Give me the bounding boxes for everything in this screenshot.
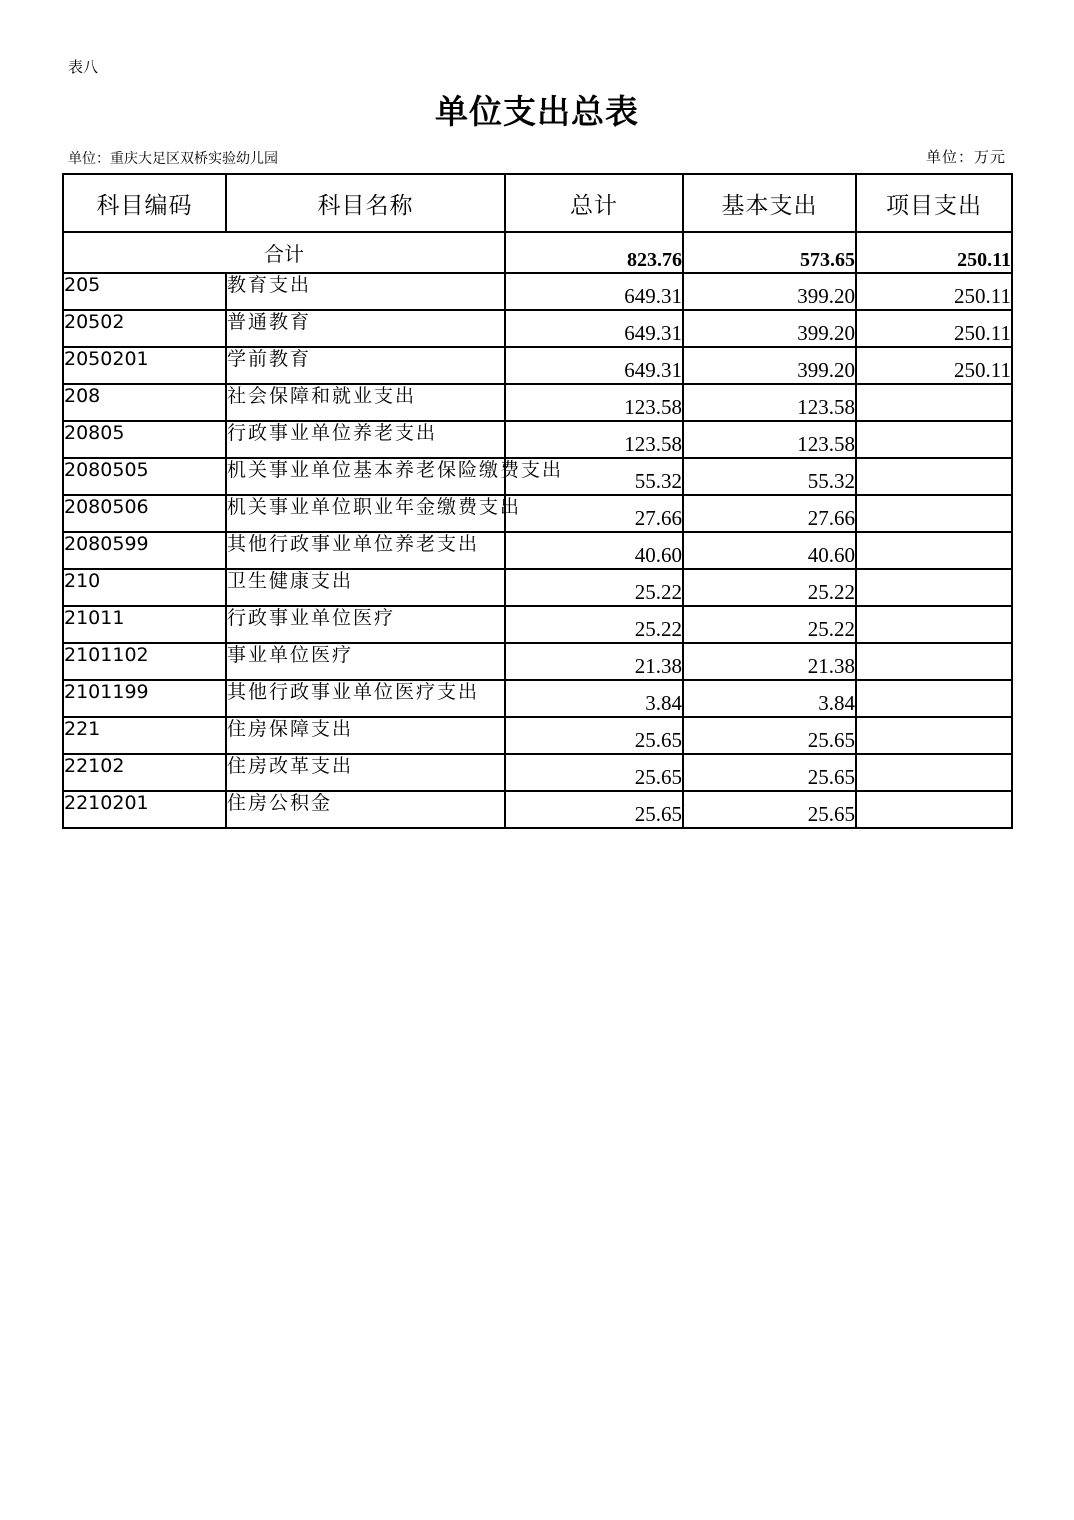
row-name-text: 机关事业单位职业年金缴费支出 <box>227 496 522 518</box>
row-code: 2080505 <box>63 458 226 495</box>
table-row <box>63 495 1012 532</box>
row-name-text: 机关事业单位基本养老保险缴费支出 <box>227 459 564 481</box>
row-code: 2210201 <box>63 791 226 828</box>
row-total: 649.31 <box>505 310 683 347</box>
row-basic: 399.20 <box>683 310 856 347</box>
row-project <box>856 606 1012 643</box>
row-project <box>856 569 1012 606</box>
row-total: 3.84 <box>505 680 683 717</box>
row-code: 221 <box>63 717 226 754</box>
row-basic: 25.65 <box>683 717 856 754</box>
unit-currency: 单位：万元 <box>925 148 1006 166</box>
row-total: 21.38 <box>505 643 683 680</box>
row-basic: 21.38 <box>683 643 856 680</box>
row-name <box>226 273 505 310</box>
row-basic: 25.65 <box>683 791 856 828</box>
row-code: 22102 <box>63 754 226 791</box>
total-basic: 573.65 <box>683 232 856 273</box>
row-name <box>226 569 505 606</box>
row-basic: 25.65 <box>683 754 856 791</box>
row-total: 55.32 <box>505 458 683 495</box>
total-project: 250.11 <box>856 232 1012 273</box>
table-row <box>63 569 1012 606</box>
table-row <box>63 421 1012 458</box>
row-basic: 399.20 <box>683 347 856 384</box>
row-total: 25.65 <box>505 791 683 828</box>
row-name-text: 教育支出 <box>227 274 312 296</box>
row-code: 2080599 <box>63 532 226 569</box>
row-basic: 25.22 <box>683 569 856 606</box>
row-name <box>226 680 505 717</box>
row-project <box>856 495 1012 532</box>
table-row <box>63 606 1012 643</box>
row-project <box>856 384 1012 421</box>
row-code: 2080506 <box>63 495 226 532</box>
row-name <box>226 347 505 384</box>
header-project: 项目支出 <box>856 174 1012 232</box>
row-name <box>226 421 505 458</box>
row-project: 250.11 <box>856 310 1012 347</box>
row-code: 208 <box>63 384 226 421</box>
table-row <box>63 717 1012 754</box>
table-row <box>63 643 1012 680</box>
row-project: 250.11 <box>856 273 1012 310</box>
row-name <box>226 643 505 680</box>
row-project <box>856 643 1012 680</box>
row-code: 20502 <box>63 310 226 347</box>
row-project <box>856 421 1012 458</box>
row-name-text: 行政事业单位养老支出 <box>227 422 438 444</box>
table-label: 表八 <box>68 58 99 76</box>
row-basic: 27.66 <box>683 495 856 532</box>
header-total: 总计 <box>505 174 683 232</box>
header-row <box>63 174 1012 232</box>
row-project: 250.11 <box>856 347 1012 384</box>
unit-organization: 单位：重庆大足区双桥实验幼儿园 <box>68 151 278 167</box>
row-total: 25.65 <box>505 717 683 754</box>
row-name <box>226 754 505 791</box>
table-row <box>63 273 1012 310</box>
row-name <box>226 532 505 569</box>
table-row <box>63 458 1012 495</box>
table-row <box>63 680 1012 717</box>
total-label: 合计 <box>63 232 505 273</box>
row-name <box>226 495 522 532</box>
row-name-text: 住房改革支出 <box>227 755 354 777</box>
table-row <box>63 532 1012 569</box>
row-total: 123.58 <box>505 421 683 458</box>
row-code: 20805 <box>63 421 226 458</box>
row-name-text: 普通教育 <box>227 311 312 333</box>
row-name-text: 其他行政事业单位医疗支出 <box>227 681 480 703</box>
page-title: 单位支出总表 <box>435 92 639 131</box>
row-name-text: 学前教育 <box>227 348 312 370</box>
row-basic: 25.22 <box>683 606 856 643</box>
table-row <box>63 310 1012 347</box>
row-code: 2101199 <box>63 680 226 717</box>
row-name <box>226 384 505 421</box>
row-code: 2050201 <box>63 347 226 384</box>
row-project <box>856 717 1012 754</box>
total-row <box>63 232 1012 273</box>
table-row <box>63 754 1012 791</box>
row-total: 25.22 <box>505 569 683 606</box>
row-basic: 123.58 <box>683 421 856 458</box>
row-name-text: 事业单位医疗 <box>227 644 354 666</box>
row-total: 649.31 <box>505 273 683 310</box>
row-total: 40.60 <box>505 532 683 569</box>
header-basic: 基本支出 <box>683 174 856 232</box>
table-row <box>63 384 1012 421</box>
row-name-text: 行政事业单位医疗 <box>227 607 396 629</box>
row-project <box>856 680 1012 717</box>
row-project <box>856 754 1012 791</box>
row-total: 123.58 <box>505 384 683 421</box>
row-name-text: 住房公积金 <box>227 792 333 814</box>
row-basic: 3.84 <box>683 680 856 717</box>
table-row <box>63 791 1012 828</box>
row-name <box>226 458 564 495</box>
row-project <box>856 532 1012 569</box>
row-basic: 123.58 <box>683 384 856 421</box>
row-name <box>226 310 505 347</box>
header-code: 科目编码 <box>63 174 226 232</box>
expenditure-table <box>62 173 1013 829</box>
row-total: 25.65 <box>505 754 683 791</box>
row-name-text: 住房保障支出 <box>227 718 354 740</box>
row-name <box>226 791 505 828</box>
row-basic: 40.60 <box>683 532 856 569</box>
row-project <box>856 458 1012 495</box>
row-code: 21011 <box>63 606 226 643</box>
header-name: 科目名称 <box>226 174 505 232</box>
total-total: 823.76 <box>505 232 683 273</box>
row-basic: 399.20 <box>683 273 856 310</box>
row-code: 210 <box>63 569 226 606</box>
row-name-text: 社会保障和就业支出 <box>227 385 417 407</box>
row-basic: 55.32 <box>683 458 856 495</box>
row-project <box>856 791 1012 828</box>
row-total: 25.22 <box>505 606 683 643</box>
row-name <box>226 717 505 754</box>
row-code: 2101102 <box>63 643 226 680</box>
row-name-text: 其他行政事业单位养老支出 <box>227 533 480 555</box>
table-row <box>63 347 1012 384</box>
row-code: 205 <box>63 273 226 310</box>
row-name-text: 卫生健康支出 <box>227 570 354 592</box>
row-total: 27.66 <box>505 495 683 532</box>
row-name <box>226 606 505 643</box>
row-total: 649.31 <box>505 347 683 384</box>
